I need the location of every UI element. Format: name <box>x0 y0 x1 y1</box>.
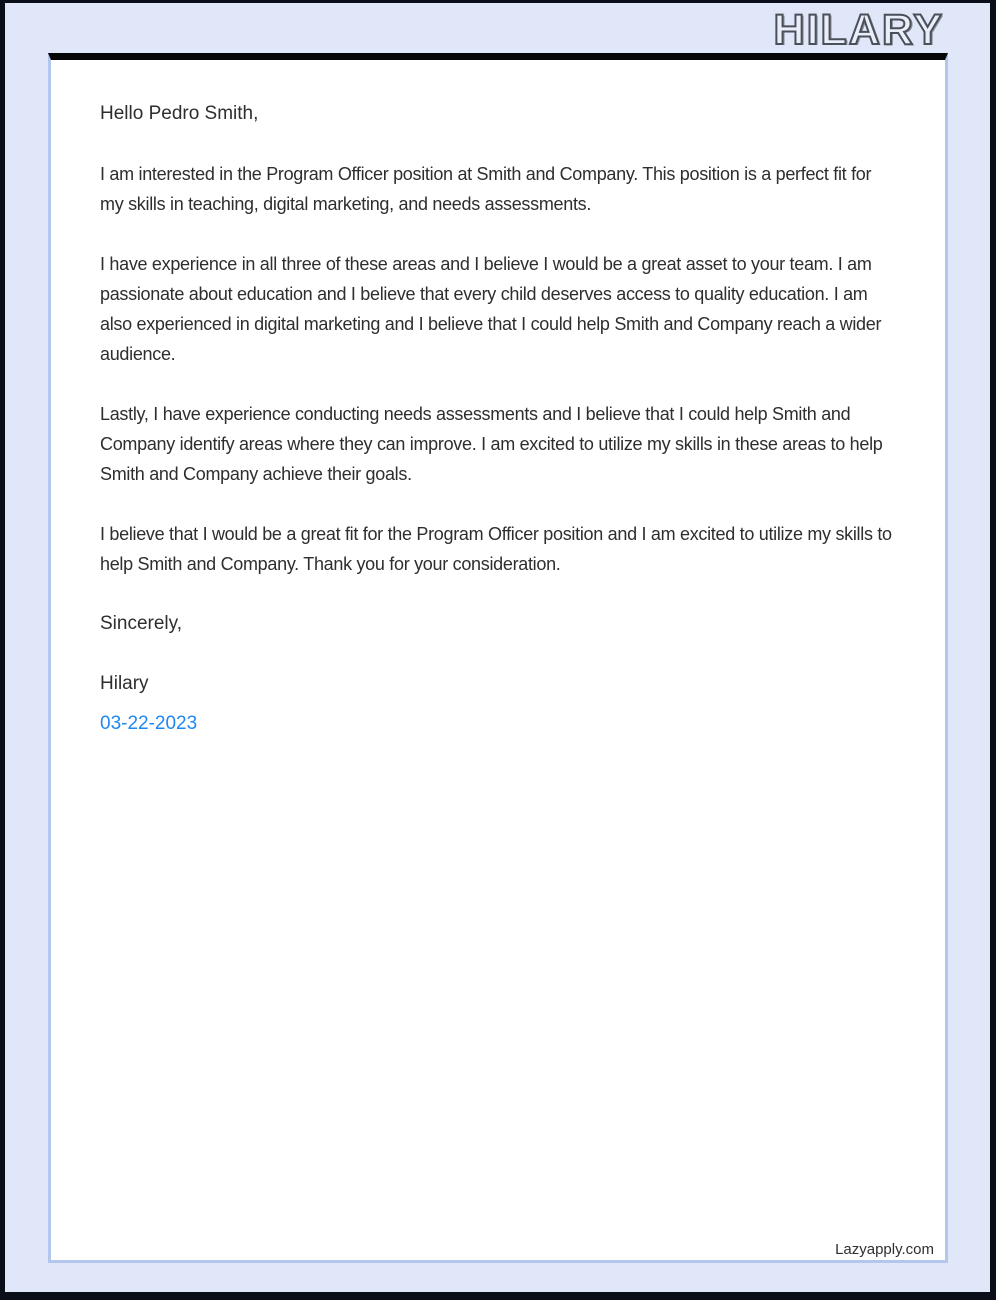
closing: Sincerely, <box>100 613 183 634</box>
brand-logo: HILARY <box>773 6 944 54</box>
letter-sheet <box>48 53 948 1263</box>
letter-date-link[interactable]: 03-22-2023 <box>100 713 198 734</box>
signature-name: Hilary <box>100 673 149 694</box>
letter-paragraph: I have experience in all three of these areas and I believe I would be a great asset to your team. I am passionate about education and I believe that every child deserves access to quality education. I am also experienced in digital marketing and I believe that I could help Smith and Company reach a wider audience. <box>100 254 882 364</box>
watermark-link[interactable]: Lazyapply.com <box>835 1241 934 1258</box>
letter-paragraph: I believe that I would be a great fit for the Program Officer position and I am excited to utilize my skills to help Smith and Company. Thank you for your consideration. <box>100 524 892 574</box>
greeting: Hello Pedro Smith, <box>100 103 259 124</box>
letter-content <box>100 99 895 769</box>
letter-paragraph: I am interested in the Program Officer position at Smith and Company. This position is a perfect fit for my skills in teaching, digital marketing, and needs assessments. <box>100 164 872 214</box>
letter-paragraph: Lastly, I have experience conducting needs assessments and I believe that I could help Smith and Company identify areas where they can improve. I am excited to utilize my skills in these areas to help Smith and Company achieve their goals. <box>100 404 883 484</box>
